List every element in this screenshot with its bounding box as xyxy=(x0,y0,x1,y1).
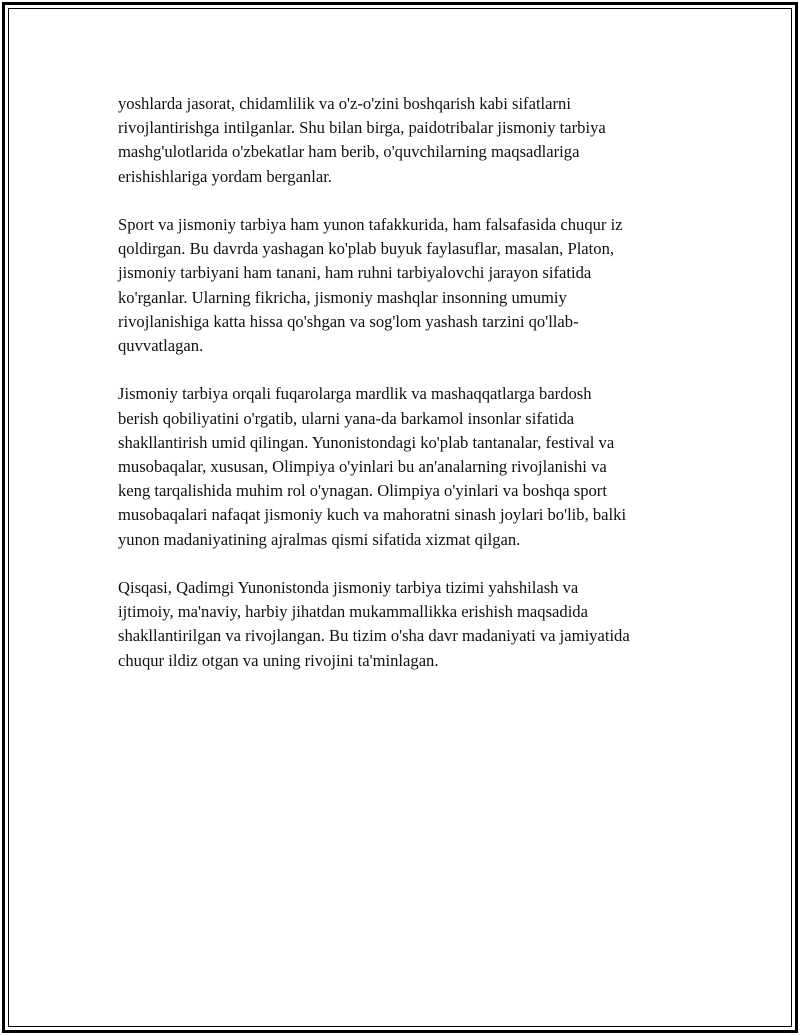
paragraph-4: Qisqasi, Qadimgi Yunonistonda jismoniy tarbiya tizimi yahshilash va ijtimoiy, ma'naviy, harbiy jihatdan mukammallikka erishish maqsadida shakllantirilgan va rivojlangan. Bu tizim o'sha davr madaniyati va jamiyatida chuqur ildiz otgan va uning rivojini ta'minlagan. xyxy=(118,578,630,670)
paragraph-3: Jismoniy tarbiya orqali fuqarolarga mardlik va mashaqqatlarga bardosh berish qobiliyatini o'rgatib, ularni yana-da barkamol insonlar sifatida shakllantirish umid qilingan. Yunonistondagi ko'plab tantanalar, festival va musobaqalar, xususan, Olimpiya o'yinlari bu an'analarning rivojlanishi va keng tarqalishida muhim rol o'ynagan. Olimpiya o'yinlari va boshqa sport musobaqalari nafaqat jismoniy kuch va mahoratni sinash joylari bo'lib, balki yunon madaniyatining ajralmas qismi sifatida xizmat qilgan. xyxy=(118,384,627,549)
paragraph-2: Sport va jismoniy tarbiya ham yunon tafakkurida, ham falsafasida chuqur iz qoldirgan. Bu davrda yashagan ko'plab buyuk faylasuflar, masalan, Platon, jismoniy tarbiyani ham tanani, ham ruhni tarbiyalovchi jarayon sifatida ko'rganlar. Ularning fikricha, jismoniy mashqlar insonning umumiy rivojlanishiga katta hissa qo'shgan va sog'lom yashash tarzini qo'llab- quvvatlagan. xyxy=(118,215,623,356)
document-body xyxy=(118,92,698,697)
paragraph-1: yoshlarda jasorat, chidamlilik va o'z-o'zini boshqarish kabi sifatlarni rivojlantirishga intilganlar. Shu bilan birga, paidotribalar jismoniy tarbiya mashg'ulotlarida o'zbekatlar ham berib, o'quvchilarning maqsadlariga erishishlariga yordam berganlar. xyxy=(118,94,606,186)
